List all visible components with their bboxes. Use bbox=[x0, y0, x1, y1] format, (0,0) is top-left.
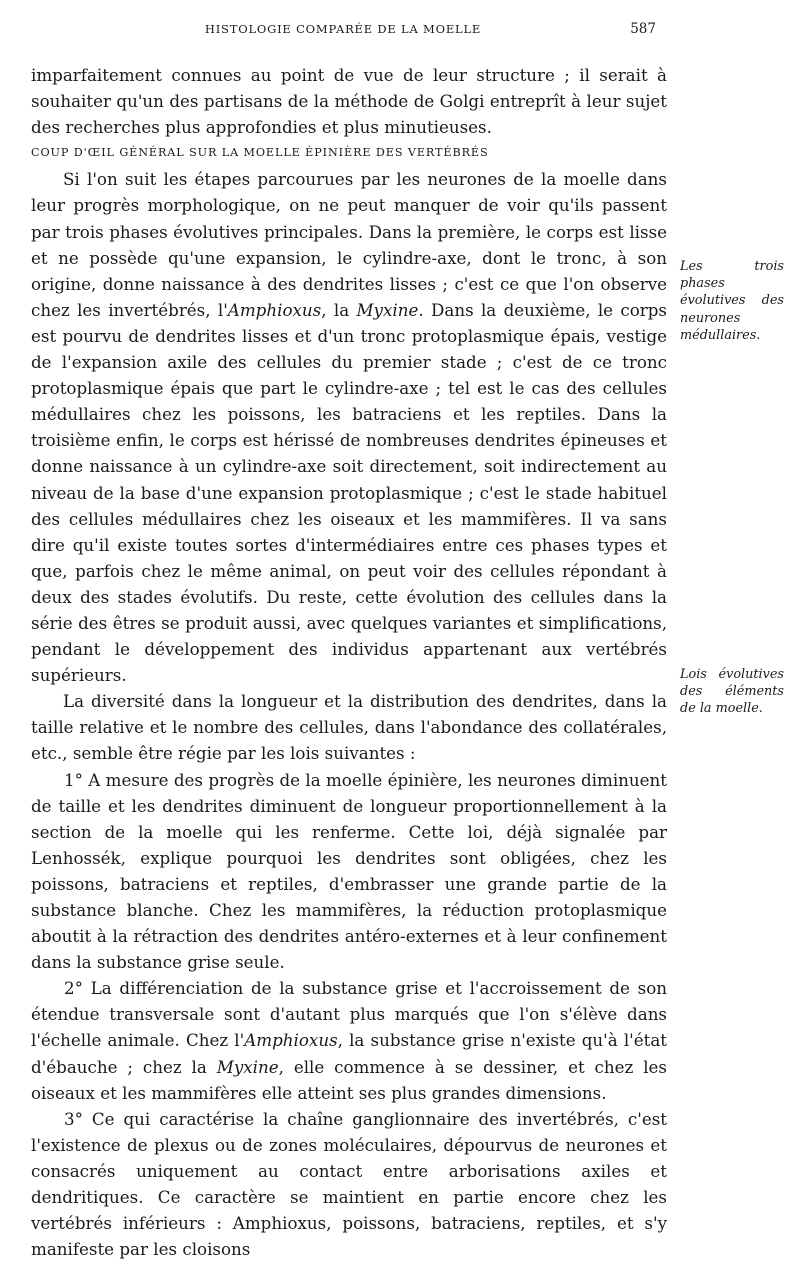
paragraph-text: 2° La différenciation de la substance grise et l'accroissement de son étendue transversale sont d'autant plus marqués que l'on s'élève dans l'échelle animale. Chez l' bbox=[31, 978, 667, 1051]
genus-name: Amphioxus bbox=[227, 299, 322, 320]
margin-note-laws: Lois évolutives des éléments de la moelle. bbox=[680, 667, 784, 717]
main-text bbox=[31, 62, 667, 1262]
section-heading: COUP D'ŒIL GÉNÉRAL SUR LA MOELLE ÉPINIÈRE DES VERTÉBRÉS bbox=[31, 146, 489, 160]
opening-paragraph: imparfaitement connues au point de vue de leur structure ; il serait à souhaiter qu'un des partisans de la méthode de Golgi entreprît à leur sujet des recherches plus approfondies et plus minutieuses. bbox=[31, 65, 667, 138]
law-2 bbox=[31, 975, 667, 1105]
genus-name: Amphioxus bbox=[244, 1030, 338, 1051]
margin-note-phases: Les trois phases évolutives des neurones médullaires. bbox=[680, 259, 784, 343]
paragraph-text: Si l'on suit les étapes parcourues par les neurones de la moelle dans leur progrès morphologique, on ne peut manquer de voir qu'ils passent par trois phases évolutives principales. Dans la première, le corps est lisse et ne possède qu'une expansion, le cylindre-axe, dont le tronc, à son origine, donne naissance à des dendrites lisses ; c'est ce que l'on observe chez les invertébrés, l' bbox=[31, 169, 667, 320]
law-3: 3° Ce qui caractérise la chaîne ganglionnaire des invertébrés, c'est l'existence de plexus ou de zones moléculaires, dépourvus de neurones et consacrés uniquement au contact entre arborisations axiles et dendritiques. Ce caractère se maintient en partie encore chez les vertébrés inférieurs : Amphioxus, poissons, batraciens, reptiles, et s'y manifeste par les cloisons bbox=[31, 1108, 667, 1260]
genus-name: Myxine bbox=[356, 299, 419, 320]
page-number: 587 bbox=[630, 21, 656, 37]
paragraph-text: . Dans la deuxième, le corps est pourvu de dendrites lisses et d'un tronc protoplasmique épais, vestige de l'expansion axile des cellules du premier stade ; c'est de ce tronc protoplasmique épais que part le cylindre-axe ; tel est le cas des cellules médullaires chez les poissons, les batraciens et les reptiles. Dans la troisième enfin, le corps est hérissé de nombreuses dendrites épineuses et donne naissance à un cylindre-axe soit directement, soit indirectement au niveau de la base d'une expansion protoplasmique ; c'est le stade habituel des cellules médullaires chez les oiseaux et les mammifères. Il va sans dire qu'il existe toutes sortes d'intermédiaires entre ces phases types et que, parfois chez le même animal, on peut voir des cellules répondant à deux des stades évolutifs. Du reste, cette évolution des cellules dans la série des êtres se produit aussi, avec quelques variantes et simplifications, pendant le développement des individus appartenant aux vertébrés supérieurs. bbox=[31, 299, 667, 686]
paragraph-evolutive-phases bbox=[31, 166, 667, 688]
paragraph-text: , la bbox=[321, 299, 357, 320]
law-1: 1° A mesure des progrès de la moelle épinière, les neurones diminuent de taille et les dendrites diminuent de longueur proportionnellement à la section de la moelle qui les renferme. Cette loi, déjà signalée par Lenhossék, explique pourquoi les dendrites sont obligées, chez les poissons, batraciens et reptiles, d'embrasser une grande partie de la substance blanche. Chez les mammifères, la réduction protoplasmique aboutit à la rétraction des dendrites antéro-externes et à leur confinement dans la substance grise seule. bbox=[31, 769, 667, 973]
paragraph-laws-intro: La diversité dans la longueur et la distribution des dendrites, dans la taille relative et le nombre des cellules, dans l'abondance des collatérales, etc., semble être régie par les lois suivantes : bbox=[31, 691, 667, 764]
running-header bbox=[30, 22, 656, 42]
paragraph-text: , elle commence à se dessiner, et chez les oiseaux et les mammifères elle atteint ses plus grandes dimensions. bbox=[31, 1056, 667, 1103]
paragraph-text: , la substance grise n'existe qu'à l'état d'ébauche ; chez la bbox=[31, 1030, 667, 1077]
running-title: HISTOLOGIE COMPARÉE DE LA MOELLE bbox=[204, 22, 482, 36]
genus-name: Myxine bbox=[216, 1056, 279, 1077]
